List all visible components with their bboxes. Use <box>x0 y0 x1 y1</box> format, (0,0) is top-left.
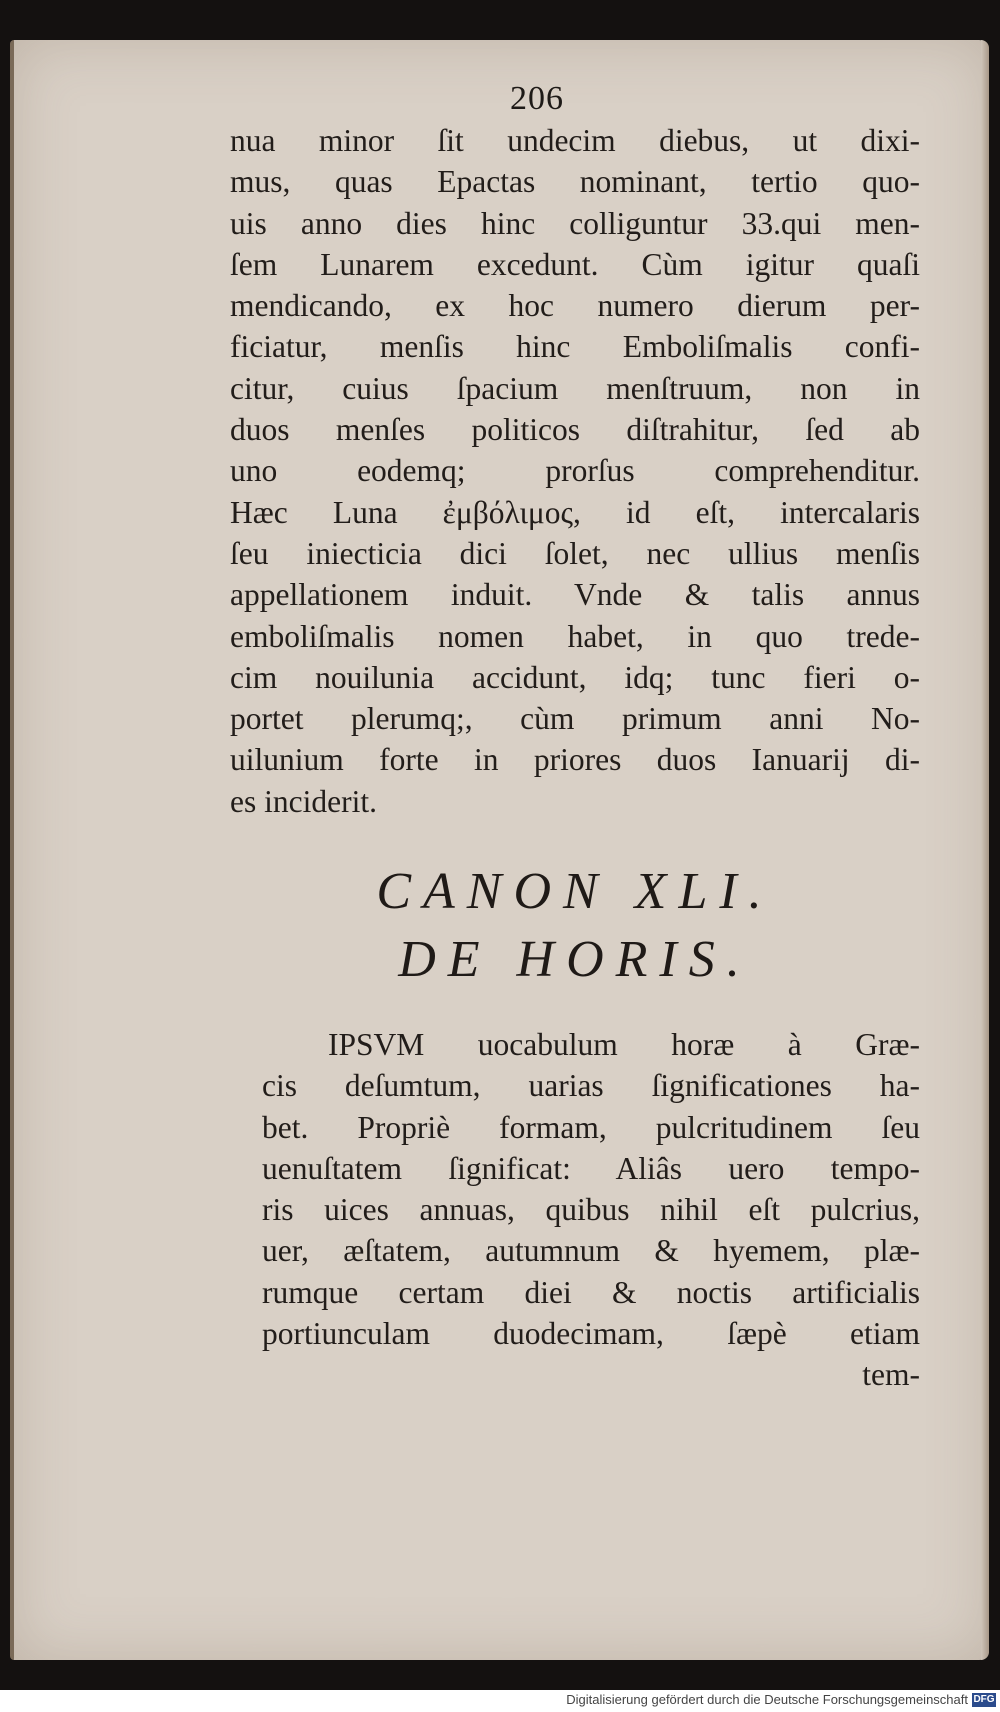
text-line: portiunculam duodecimam, ſæpè etiam <box>262 1316 920 1352</box>
text-line: uno eodemq; prorſus comprehenditur. <box>230 453 920 489</box>
text-line: appellationem induit. Vnde & talis annus <box>230 577 920 613</box>
text-line: ſem Lunarem excedunt. Cùm igitur quaſi <box>230 246 920 282</box>
paragraph-2 <box>262 1024 920 1396</box>
page-number: 206 <box>510 80 564 117</box>
text-line: cim nouilunia accidunt, idq; tunc fieri o- <box>230 659 920 695</box>
dfg-logo-icon: DFG <box>973 1694 995 1705</box>
footer-bar <box>0 1690 1000 1712</box>
text-line: uis anno dies hinc colliguntur 33.qui men- <box>230 205 920 241</box>
text-line: uer, æſtatem, autumnum & hyemem, plæ- <box>262 1233 920 1269</box>
text-line: rumque certam diei & noctis artificialis <box>262 1274 920 1310</box>
section-title: DE HORIS. <box>398 931 752 988</box>
text-line: citur, cuius ſpacium menſtruum, non in <box>230 370 920 406</box>
text-line: IPSVM uocabulum horæ à Græ- <box>328 1027 920 1062</box>
text-line: bet. Propriè formam, pulcritudinem ſeu <box>262 1109 920 1145</box>
text-line: cis deſumtum, uarias ſignificationes ha- <box>262 1068 920 1104</box>
text-line: mendicando, ex hoc numero dierum per- <box>230 288 920 324</box>
text-line: mus, quas Epactas nominant, tertio quo- <box>230 164 920 200</box>
text-line: portet plerumq;, cùm primum anni No- <box>230 701 920 737</box>
canon-heading: CANON XLI. <box>376 863 774 920</box>
text-line: ſeu iniecticia dici ſolet, nec ullius menſis <box>230 535 920 571</box>
text-line: duos menſes politicos diſtrahitur, ſed ab <box>230 412 920 448</box>
paragraph-1 <box>230 120 920 822</box>
text-line: Hæc Luna ἐμβόλιμος, id eſt, intercalaris <box>230 494 920 530</box>
page-edge <box>981 40 989 1660</box>
digitization-credit: Digitalisierung gefördert durch die Deutsche Forschungsgemeinschaft <box>566 1692 968 1707</box>
text-line: nua minor ſit undecim diebus, ut dixi- <box>230 123 920 158</box>
text-line: ficiatur, menſis hinc Emboliſmalis confi- <box>230 329 920 365</box>
text-line: emboliſmalis nomen habet, in quo trede- <box>230 618 920 654</box>
text-line: es inciderit. <box>230 783 377 819</box>
text-line: uilunium forte in priores duos Ianuarij di- <box>230 742 920 778</box>
catchword: tem- <box>862 1357 920 1393</box>
text-line: uenuſtatem ſignificat: Aliâs uero tempo- <box>262 1150 920 1186</box>
text-line: ris uices annuas, quibus nihil eſt pulcrius, <box>262 1192 920 1228</box>
